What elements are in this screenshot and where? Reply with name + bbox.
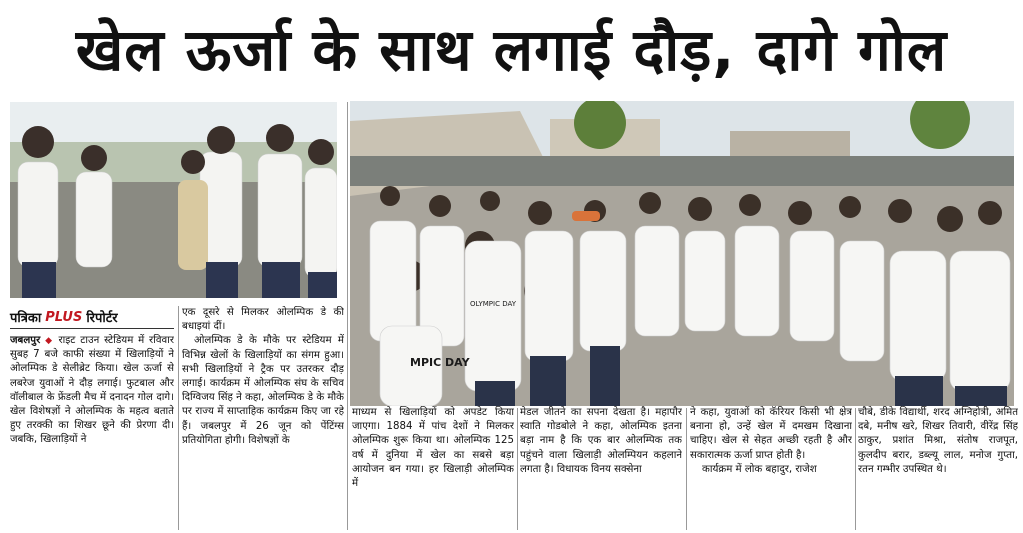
article-column-6: [858, 406, 1018, 530]
column-rule: [686, 408, 687, 530]
headline-area: [0, 0, 1023, 100]
column-rule: [347, 102, 348, 530]
article-column-1: [10, 334, 174, 530]
byline-paper: पत्रिका: [10, 311, 42, 326]
article-paragraph: चौबे, डीके विद्यार्थी, शरद अग्निहोत्री, अमित दबे, मनीष खरे, शिखर तिवारी, वीरेंद्र सिंह ठाकुर, प्रशांत मिश्रा, संतोष राजपूत, कुलदीप बरार, डब्ल्यू लाल, मनोज गुप्ता, रतन गम्भीर उपस्थित थे।: [858, 407, 1018, 475]
article-paragraph: मेडल जीतने का सपना देखता है। महापौर स्वाति गोडबोले ने कहा, ओलम्पिक इतना बड़ा नाम है कि एक बार ओलम्पिक तक पहुंचने वाला खिलाड़ी ओलम्पियन कहलाने लगता है। विधायक विनय सक्सेना: [520, 407, 682, 475]
diamond-bullet-icon: ◆: [45, 336, 54, 346]
article-paragraph: ओलम्पिक डे के मौके पर स्टेडियम में विभिन्न खेलों के खिलाड़ियों का संगम हुआ। सभी खिलाड़ियों ने ट्रैक पर उतरकर दौड़ लगाई। कार्यक्रम में ओलम्पिक संघ के सचिव दिग्विजय सिंह ने कहा, ओलम्पिक डे के मौके पर राज्य में साप्ताहिक कार्यक्रम किए जा रहे हैं। जबलपुर में 26 जून को पेंटिंग्स प्रतियोगिता होगी। विशेषज्ञों के: [182, 335, 344, 446]
byline: [10, 306, 174, 329]
column-rule: [517, 408, 518, 530]
column-rule: [855, 408, 856, 530]
article-paragraph: ने कहा, युवाओं को कॅरियर किसी भी क्षेत्र बनाना हो, उन्हें खेल में दमखम दिखाना चाहिए। खेल से सेहत अच्छी रहती है और सकारात्मक ऊर्जा प्राप्त होती है।: [690, 407, 852, 461]
article-column-4: [520, 406, 682, 530]
article-text: राइट टाउन स्टेडियम में रविवार सुबह 7 बजे काफी संख्या में खिलाड़ियों ने ओलम्पिक डे सेलीब्रेट किया। खेल ऊर्जा से लबरेज युवाओं ने दौड़ लगाई। फुटबाल और वॉलीबाल के फ्रेंडली मैच में दनादन गोल दागे। खेल विशेषज्ञों ने ओलम्पिक के महत्व बताते हुए तरक्की का शिखर छूने की प्रेरणा दी। जबकि, खिलाड़ियों ने: [10, 335, 174, 446]
article-column-5: [690, 406, 852, 530]
article-paragraph: एक दूसरे से मिलकर ओलम्पिक डे की बधाइयां दीं।: [182, 307, 344, 333]
byline-role: रिपोर्टर: [86, 311, 118, 326]
photo-olympic-day-crowd: [350, 101, 1014, 406]
column-rule: [178, 306, 179, 530]
photo-officials-greeting: [10, 102, 337, 298]
article-paragraph: माध्यम से खिलाड़ियों को अपडेट किया जाएगा। 1884 में पांच देशों ने मिलकर ओलम्पिक शुरू किया था। ओलम्पिक 125 वर्ष में दुनिया में खेल का सबसे बड़ा आयोजन बन गया। हर खिलाड़ी ओलम्पिक में: [352, 407, 514, 490]
shirt-text: OLYMPIC DAY: [470, 300, 516, 308]
banner-text: MPIC DAY: [410, 356, 470, 369]
headline: खेल ऊर्जा के साथ लगाई दौड़, दागे गोल: [75, 16, 948, 84]
byline-plus: PLUS: [45, 309, 83, 325]
photo-officials-illustration: [10, 102, 337, 298]
article-column-3: [352, 406, 514, 530]
photo-crowd-illustration: [350, 101, 1014, 406]
article-column-2: [182, 306, 344, 526]
article-paragraph: कार्यक्रम में लोक बहादुर, राजेश: [702, 463, 817, 475]
dateline: जबलपुर: [10, 335, 41, 346]
